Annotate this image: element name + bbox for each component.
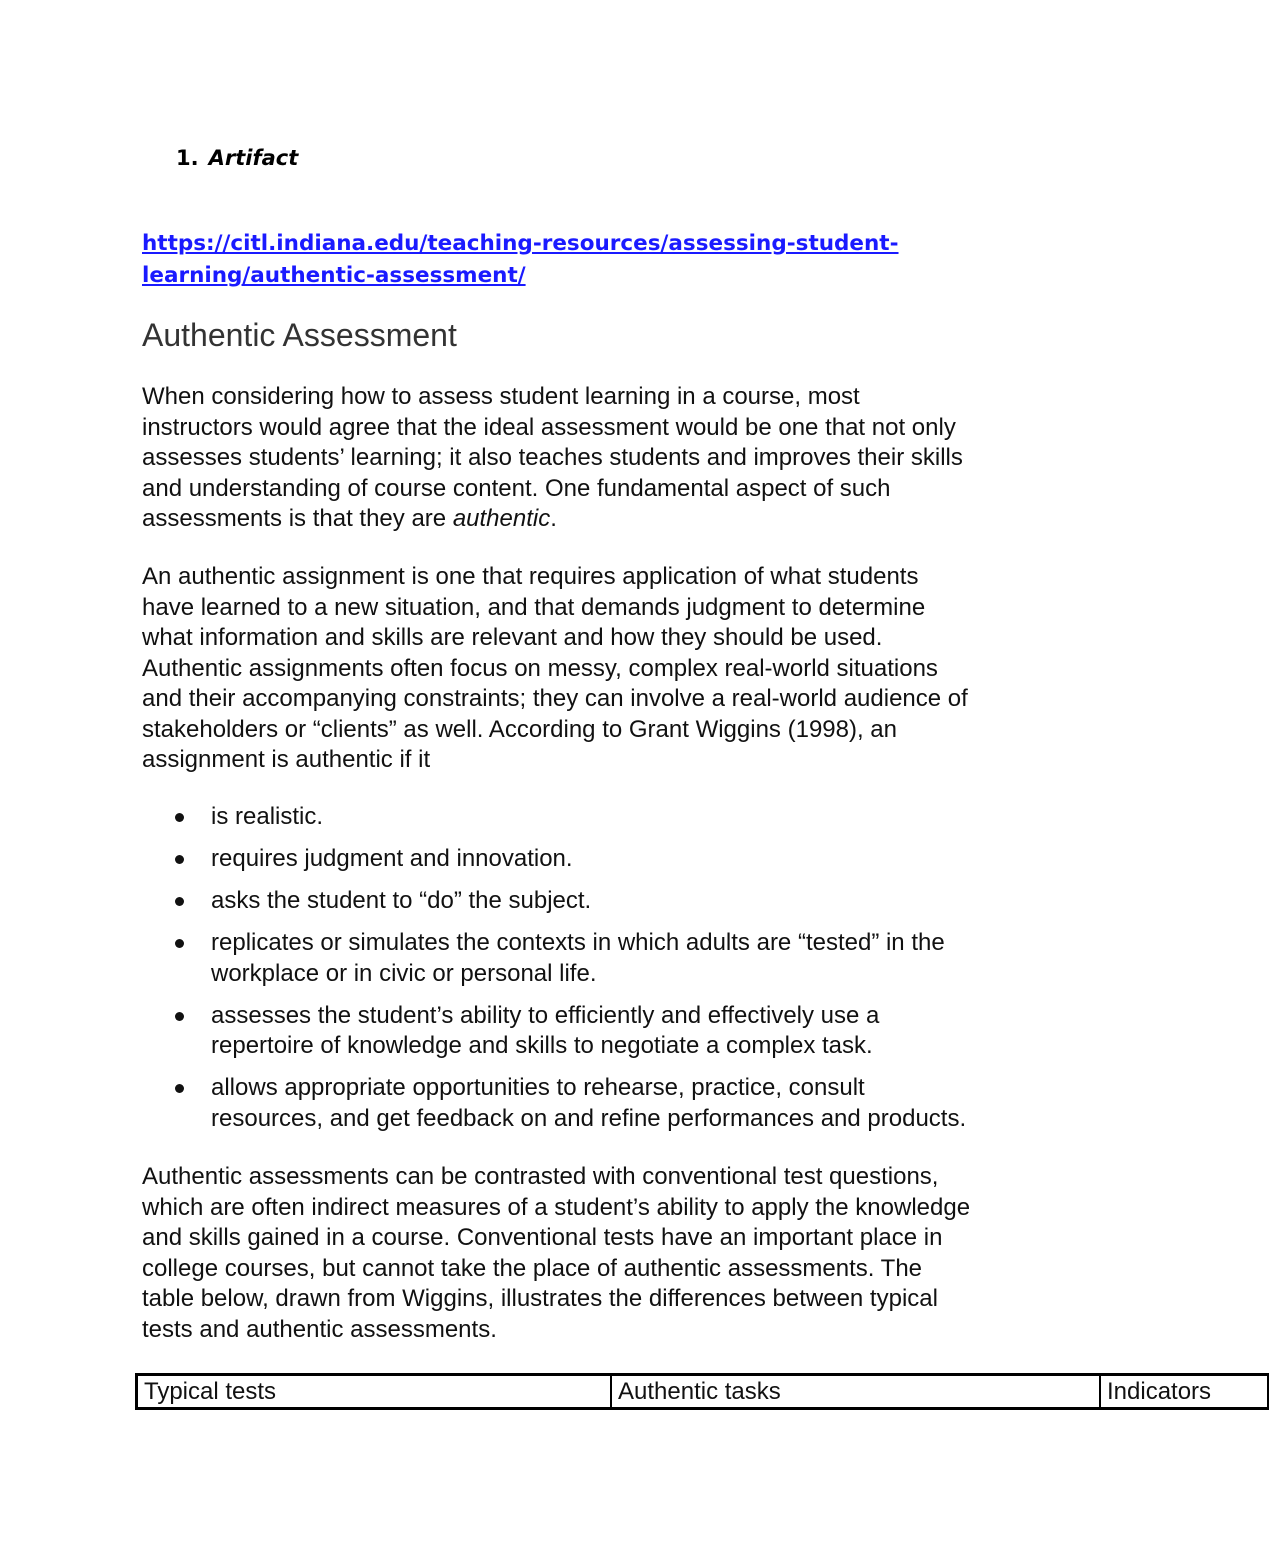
list-item (142, 1073, 1092, 1134)
list-item (142, 802, 1092, 833)
bullet-icon (175, 897, 184, 906)
paragraph-line: When considering how to assess student learning in a course, most (142, 383, 860, 410)
paragraph-contrast (142, 1162, 970, 1345)
source-url-line[interactable]: learning/authentic-assessment/ (142, 263, 526, 288)
paragraph-line: assignment is authentic if it (142, 746, 431, 773)
paragraph-line: Authentic assignments often focus on messy, complex real-world situations (142, 654, 938, 682)
list-item-text: resources, and get feedback on and refine performances and products. (211, 1104, 967, 1132)
list-item-text: replicates or simulates the contexts in which adults are “tested” in the (211, 929, 945, 956)
list-item (142, 928, 1092, 989)
source-url-link[interactable] (142, 228, 1042, 292)
paragraph-line: stakeholders or “clients” as well. According to Grant Wiggins (1998), an (142, 715, 898, 743)
list-item-text: repertoire of knowledge and skills to negotiate a complex task. (211, 1032, 873, 1059)
list-item-text: asks the student to “do” the subject. (211, 887, 592, 914)
paragraph-line: and skills gained in a course. Conventional tests have an important place in (142, 1224, 943, 1251)
paragraph-line: An authentic assignment is one that requires application of what students (142, 563, 919, 590)
paragraph-definition (142, 562, 968, 776)
list-item (142, 844, 1092, 875)
criteria-list (142, 802, 1092, 1146)
paragraph-line: and their accompanying constraints; they can involve a real-world audience of (142, 685, 968, 712)
bullet-icon (175, 813, 184, 822)
paragraph-line: Authentic assessments can be contrasted with conventional test questions, (142, 1163, 939, 1190)
section-title: Artifact (208, 146, 299, 170)
list-item (142, 1001, 1092, 1062)
bullet-icon (175, 855, 184, 864)
paragraph-line: assesses students’ learning; it also teaches students and improves their skills (142, 444, 963, 471)
list-item-text: workplace or in civic or personal life. (211, 959, 597, 987)
paragraph-line: college courses, but cannot take the place of authentic assessments. The (142, 1254, 923, 1282)
source-url-line[interactable]: https://citl.indiana.edu/teaching-resources/assessing-student- (142, 231, 899, 256)
paragraph-line: instructors would agree that the ideal assessment would be one that not only (142, 413, 956, 441)
list-item-text: allows appropriate opportunities to rehearse, practice, consult (211, 1074, 865, 1101)
bullet-icon (175, 1012, 184, 1021)
paragraph-text: . (550, 505, 557, 532)
list-item-text: is realistic. (211, 803, 324, 830)
paragraph-line: which are often indirect measures of a student’s ability to apply the knowledge (142, 1193, 971, 1221)
emphasis-authentic: authentic (452, 505, 551, 532)
document-title: Authentic Assessment (142, 317, 457, 353)
paragraph-intro (142, 382, 963, 535)
list-item-text: assesses the student’s ability to efficiently and effectively use a (211, 1001, 880, 1029)
table-header-typical-tests: Typical tests (137, 1375, 612, 1409)
paragraph-line: and understanding of course content. One fundamental aspect of such (142, 474, 891, 502)
comparison-table (135, 1373, 1269, 1410)
paragraph-line: what information and skills are relevant and how they should be used. (142, 624, 883, 651)
table-header-authentic-tasks: Authentic tasks (611, 1375, 1100, 1409)
paragraph-line: tests and authentic assessments. (142, 1315, 497, 1343)
paragraph-line: have learned to a new situation, and that demands judgment to determine (142, 593, 926, 621)
bullet-icon (175, 1084, 184, 1093)
paragraph-line: table below, drawn from Wiggins, illustrates the differences between typical (142, 1285, 938, 1312)
table-header-indicators: Indicators (1100, 1375, 1268, 1409)
list-item (142, 886, 1092, 917)
bullet-icon (175, 939, 184, 948)
paragraph-text: assessments is that they are (142, 505, 453, 532)
section-heading (176, 143, 298, 173)
list-item-text: requires judgment and innovation. (211, 845, 573, 872)
section-number: 1. (176, 146, 199, 170)
comparison-table-container (135, 1373, 1212, 1410)
paragraph-line-last (142, 504, 963, 535)
table-header-row (137, 1375, 1269, 1409)
